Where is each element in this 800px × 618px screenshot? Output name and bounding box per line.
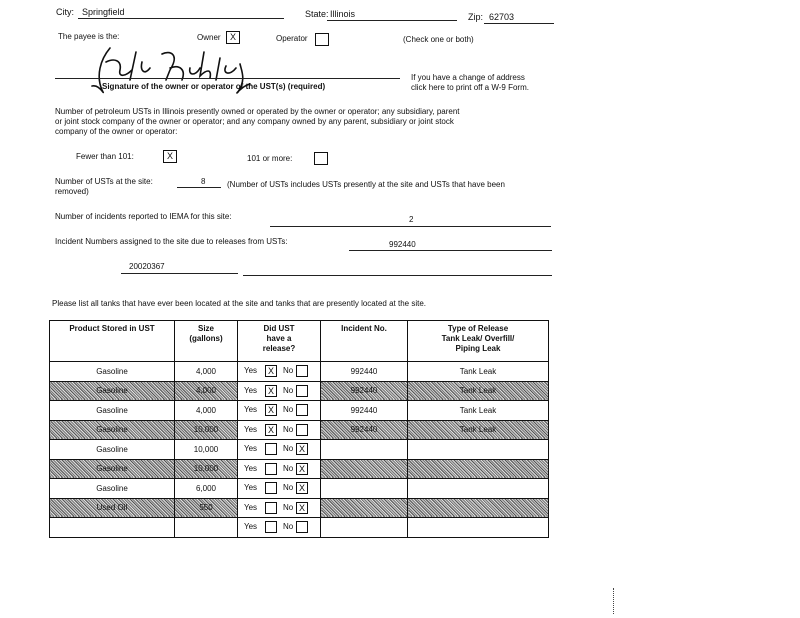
operator-label: Operator: [276, 34, 308, 43]
table-row: [50, 518, 549, 538]
incident-number-2: 20020367: [129, 262, 165, 271]
cell-size-text: 10,000: [193, 444, 219, 454]
incident-numbers-label: Incident Numbers assigned to the site due to releases from USTs:: [55, 237, 288, 246]
no-checkbox[interactable]: X: [296, 443, 308, 455]
ust-table: [49, 320, 549, 538]
table-row: [50, 440, 549, 460]
cell-size: [175, 518, 238, 538]
state-label: State:: [305, 9, 329, 19]
cell-release: [238, 440, 321, 460]
release-choice: [238, 440, 320, 458]
usts-at-site-label: Number of USTs at the site:: [55, 177, 153, 186]
incident-number-1-underline: [349, 250, 552, 251]
table-row: [50, 362, 549, 382]
owner-label: Owner: [197, 33, 221, 42]
signature-caption: Signature of the owner or operator of the UST(s) (required): [102, 82, 326, 91]
release-choice: [238, 382, 320, 400]
yes-label: Yes: [244, 444, 258, 454]
cell-product-text: Gasoline: [96, 464, 128, 474]
ownership-question-line-2: or joint stock company of the owner or operator; and any company owned by any parent, subsidiary or joint stock: [55, 117, 454, 126]
cell-size: [175, 459, 238, 479]
ownership-question-line-3: company of the owner or operator:: [55, 127, 178, 136]
fewer-than-101-checkbox[interactable]: X: [163, 150, 177, 163]
cell-size-text: 10,000: [193, 425, 219, 435]
cell-incident: [321, 479, 408, 499]
cell-release-type: [408, 420, 549, 440]
no-checkbox[interactable]: [296, 365, 308, 377]
release-choice: [238, 401, 320, 419]
cell-size: [175, 420, 238, 440]
cell-release-type: [408, 401, 549, 421]
incidents-reported-value: 2: [409, 215, 414, 224]
yes-label: Yes: [244, 405, 258, 415]
no-checkbox[interactable]: [296, 404, 308, 416]
incidents-reported-label: Number of incidents reported to IEMA for this site:: [55, 212, 232, 221]
header-release-line-2: have a: [266, 334, 292, 343]
header-product-text: Product Stored in UST: [69, 324, 155, 333]
101-or-more-checkbox[interactable]: [314, 152, 328, 165]
incident-number-1: 992440: [389, 240, 416, 249]
header-type-line-2: Tank Leak/ Overfill/: [441, 334, 515, 343]
header-release-line-3: release?: [262, 344, 296, 353]
signature-graphic: [70, 40, 280, 100]
cell-release-type: [408, 518, 549, 538]
cell-size: [175, 381, 238, 401]
cell-size-text: 4,000: [195, 405, 217, 415]
usts-note-line-2: removed): [55, 187, 89, 196]
cell-product-text: Gasoline: [96, 386, 128, 396]
cell-product: [50, 420, 175, 440]
cell-product-text: Gasoline: [96, 483, 128, 493]
cell-release: [238, 459, 321, 479]
cell-product-text: Used Oil: [96, 503, 128, 513]
101-or-more-label: 101 or more:: [247, 154, 293, 163]
cell-release-type: [408, 479, 549, 499]
table-row: [50, 479, 549, 499]
release-choice: [238, 421, 320, 439]
cell-release-type: [408, 381, 549, 401]
header-release: [238, 321, 321, 362]
cell-incident: [321, 420, 408, 440]
yes-checkbox[interactable]: [265, 463, 277, 475]
cell-size-text: 6,000: [195, 483, 217, 493]
cell-incident-text: 992440: [350, 366, 378, 376]
no-checkbox[interactable]: X: [296, 463, 308, 475]
cell-size: [175, 362, 238, 382]
yes-label: Yes: [244, 502, 258, 512]
release-choice: [238, 499, 320, 517]
cell-product: [50, 362, 175, 382]
cell-product-text: Gasoline: [96, 366, 128, 376]
ust-table-header-row: [50, 321, 549, 362]
header-size: [175, 321, 238, 362]
cell-product: [50, 498, 175, 518]
yes-checkbox[interactable]: [265, 502, 277, 514]
cell-release-type-text: Tank Leak: [459, 386, 497, 396]
no-checkbox[interactable]: X: [296, 502, 308, 514]
cell-product-text: Gasoline: [96, 444, 128, 454]
release-choice: [238, 362, 320, 380]
yes-label: Yes: [244, 522, 258, 532]
signature-line: [55, 78, 400, 79]
cell-size: [175, 401, 238, 421]
cell-size-text: 4,000: [195, 386, 217, 396]
yes-checkbox[interactable]: [265, 482, 277, 494]
no-checkbox[interactable]: X: [296, 482, 308, 494]
cell-incident: [321, 381, 408, 401]
cell-incident: [321, 518, 408, 538]
header-type-line-1: Type of Release: [447, 324, 509, 333]
cell-release-type: [408, 459, 549, 479]
no-label: No: [283, 366, 294, 376]
no-label: No: [283, 405, 294, 415]
cell-release: [238, 401, 321, 421]
release-choice: [238, 479, 320, 497]
cell-incident: [321, 498, 408, 518]
cell-release: [238, 420, 321, 440]
no-checkbox[interactable]: [296, 424, 308, 436]
cell-incident-text: 992440: [350, 405, 378, 415]
no-label: No: [283, 444, 294, 454]
header-type-line-3: Piping Leak: [455, 344, 501, 353]
cell-size-text: 10,000: [193, 464, 219, 474]
yes-label: Yes: [244, 366, 258, 376]
table-row: [50, 459, 549, 479]
cell-release: [238, 479, 321, 499]
city-value: Springfield: [82, 7, 125, 17]
no-label: No: [283, 385, 294, 395]
cell-incident-text: 992440: [350, 425, 378, 435]
tanks-instruction: Please list all tanks that have ever been located at the site and tanks that are presently located at the site.: [52, 299, 427, 308]
yes-checkbox[interactable]: X: [265, 385, 277, 397]
cell-incident-text: 992440: [350, 386, 378, 396]
incidents-reported-underline: [270, 226, 551, 227]
cell-size-text: 4,000: [195, 366, 217, 376]
operator-checkbox[interactable]: [315, 33, 329, 46]
cell-product: [50, 479, 175, 499]
state-value: Illinois: [330, 9, 356, 19]
city-underline: [78, 18, 284, 19]
no-label: No: [283, 522, 294, 532]
address-note-1: If you have a change of address: [411, 73, 525, 82]
incident-number-2-underline: [121, 273, 238, 274]
cell-size-text: 550: [199, 503, 213, 513]
no-checkbox[interactable]: [296, 385, 308, 397]
yes-checkbox[interactable]: [265, 443, 277, 455]
cell-release-type: [408, 498, 549, 518]
cell-size: [175, 440, 238, 460]
zip-underline: [484, 23, 554, 24]
cell-product: [50, 381, 175, 401]
header-type: [408, 321, 549, 362]
header-incident: [321, 321, 408, 362]
zip-value: 62703: [489, 12, 515, 22]
header-release-line-1: Did UST: [263, 324, 295, 333]
cell-incident: [321, 459, 408, 479]
cell-incident: [321, 362, 408, 382]
cell-product: [50, 459, 175, 479]
cell-product: [50, 401, 175, 421]
cell-product: [50, 518, 175, 538]
header-size-line-1: Size: [197, 324, 214, 333]
cell-release: [238, 362, 321, 382]
usts-at-site-value: 8: [201, 177, 206, 186]
cell-product-text: Gasoline: [96, 405, 128, 415]
no-label: No: [283, 424, 294, 434]
cell-size: [175, 498, 238, 518]
payee-label: The payee is the:: [58, 32, 120, 41]
yes-checkbox[interactable]: [265, 521, 277, 533]
usts-note-line-1: (Number of USTs includes USTs presently at the site and USTs that have been: [227, 180, 505, 189]
incident-number-3-underline: [243, 275, 552, 276]
usts-at-site-underline: [177, 187, 221, 188]
yes-checkbox[interactable]: X: [265, 424, 277, 436]
cell-release-type: [408, 440, 549, 460]
table-row: [50, 401, 549, 421]
cell-release-type-text: Tank Leak: [459, 425, 497, 435]
cell-release: [238, 498, 321, 518]
cell-incident: [321, 440, 408, 460]
yes-label: Yes: [244, 483, 258, 493]
header-product: [50, 321, 175, 362]
owner-checkbox[interactable]: X: [226, 31, 240, 44]
yes-checkbox[interactable]: X: [265, 365, 277, 377]
cell-product: [50, 440, 175, 460]
release-choice: [238, 460, 320, 478]
table-row: [50, 498, 549, 518]
cell-release: [238, 518, 321, 538]
check-note: (Check one or both): [403, 35, 474, 44]
header-size-line-2: (gallons): [189, 334, 223, 343]
no-label: No: [283, 483, 294, 493]
cell-size: [175, 479, 238, 499]
release-choice: [238, 518, 320, 536]
header-incident-text: Incident No.: [341, 324, 387, 333]
cell-product-text: Gasoline: [96, 425, 128, 435]
ownership-question-line-1: Number of petroleum USTs in Illinois presently owned or operated by the owner or operator; any subsidiary, parent: [55, 107, 460, 116]
yes-checkbox[interactable]: X: [265, 404, 277, 416]
scan-artifact-dots: [613, 588, 615, 614]
city-label: City:: [56, 7, 74, 17]
yes-label: Yes: [244, 424, 258, 434]
cell-release-type-text: Tank Leak: [459, 405, 497, 415]
address-note-2[interactable]: click here to print off a W-9 Form.: [411, 83, 529, 92]
no-label: No: [283, 502, 294, 512]
fewer-than-101-label: Fewer than 101:: [76, 152, 134, 161]
cell-release: [238, 381, 321, 401]
table-row: [50, 420, 549, 440]
yes-label: Yes: [244, 385, 258, 395]
cell-release-type: [408, 362, 549, 382]
state-underline: [327, 20, 457, 21]
no-label: No: [283, 463, 294, 473]
yes-label: Yes: [244, 463, 258, 473]
cell-release-type-text: Tank Leak: [459, 366, 497, 376]
table-row: [50, 381, 549, 401]
cell-incident: [321, 401, 408, 421]
no-checkbox[interactable]: [296, 521, 308, 533]
zip-label: Zip:: [468, 12, 484, 22]
